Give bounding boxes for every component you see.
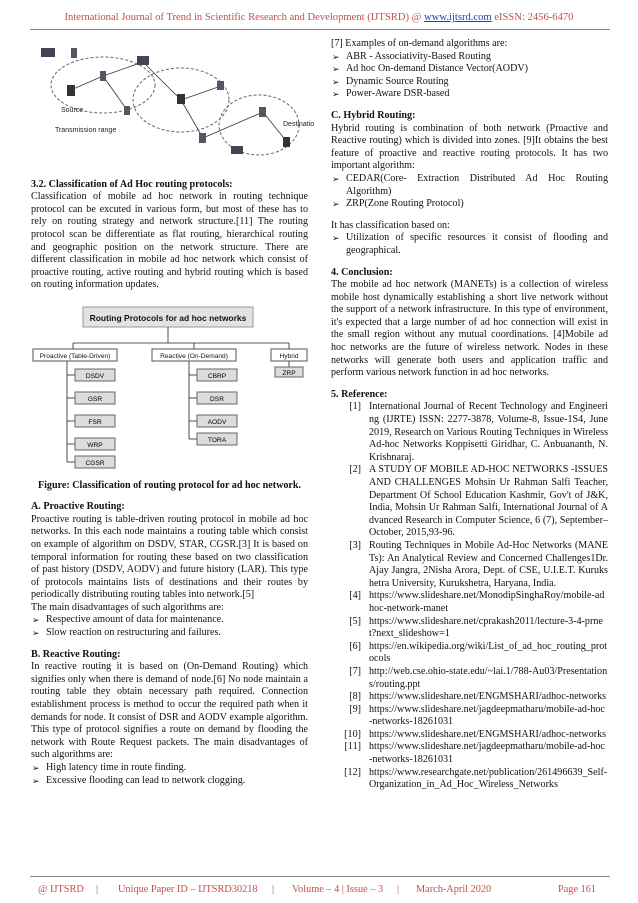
arrow-icon: ➢ [32, 775, 40, 786]
phone-node [199, 133, 206, 143]
right-column [331, 38, 608, 792]
journal-issn: eISSN: 2456-6470 [494, 12, 574, 23]
bullet-list [331, 232, 608, 257]
footer-separator: | [397, 884, 400, 895]
paragraph: Hybrid routing is combination of both network (Proactive and Reactive routing) which is divided into zones. [9]It obtains the best feature of proactive and reactive routing protocols. It has two important algorithm: [331, 122, 608, 172]
footer-page: Page 161 [558, 884, 597, 895]
list-item: ➢ High latency time in route finding. [32, 762, 187, 773]
section-heading: C. Hybrid Routing: [331, 109, 416, 121]
header-rule [30, 29, 610, 30]
list-item: ➢ ABR - Associativity-Based Routing [332, 50, 491, 62]
protocol-label: GSR [87, 395, 103, 403]
destination-label: Destinatio [283, 121, 315, 128]
proactive-group-label: Proactive (Table-Driven) [39, 352, 111, 360]
list-item: ➢ ZRP(Zone Routing Protocol) [332, 198, 464, 210]
arrow-icon: ➢ [332, 199, 340, 210]
list-item: ➢ Power-Aware DSR-based [332, 88, 450, 100]
reference-item[interactable]: [5] https://www.slideshare.net/cprakash2011/lecture-3-4-prnet?next_slideshow=1 [349, 615, 603, 640]
phone-node [217, 81, 224, 90]
routing-protocols-diagram [31, 305, 308, 473]
bullet-list [31, 762, 308, 787]
arrow-icon: ➢ [32, 628, 40, 639]
journal-title: International Journal of Trend in Scientific Research and Development (IJTSRD) @ [64, 12, 422, 23]
journal-link[interactable]: www.ijtsrd.com [424, 12, 492, 23]
section-heading: B. Reactive Routing: [31, 648, 121, 660]
footer-paper-id: Unique Paper ID – IJTSRD30218 [118, 884, 258, 895]
arrow-icon: ➢ [332, 173, 340, 184]
source-label: Source [61, 107, 84, 114]
footer-rule [30, 876, 610, 877]
device-nodes [41, 48, 290, 154]
left-column [31, 38, 315, 787]
arrow-icon: ➢ [32, 763, 40, 773]
footer-journal: @ IJTSRD [38, 884, 84, 895]
paragraph: It has classification based on: [331, 219, 450, 231]
protocol-label: WRP [87, 441, 103, 449]
list-item: ➢ Utilization of specific resources it consist of flooding and geographical. [332, 232, 608, 256]
list-item: ➢ Slow reaction on restructuring and failures. [32, 627, 221, 639]
list-item: ➢ Ad hoc On-demand Distance Vector(AODV) [332, 63, 529, 75]
protocol-label: ZRP [282, 369, 296, 377]
journal-header [0, 12, 638, 23]
laptop-node [41, 48, 55, 57]
phone-node [177, 94, 185, 104]
bullet-list [331, 173, 608, 211]
figure-caption: Figure: Classification of routing protocol for ad hoc network. [37, 479, 302, 491]
reference-item[interactable]: [10] https://www.slideshare.net/ENGMSHARI/adhoc-networks [344, 728, 607, 740]
arrow-icon: ➢ [32, 615, 40, 626]
bullet-list [31, 614, 308, 639]
phone-node [124, 106, 130, 115]
arrow-icon: ➢ [332, 51, 340, 62]
reference-list [331, 401, 608, 791]
list-item: ➢ Excessive flooding can lead to network clogging. [32, 774, 246, 786]
reference-item: [1] International Journal of Recent Technology and Engineering (IJRTE) ISSN: 2277-3878, Volume-8, Issue-1S4, June 2019, Research on Various Routing Techniques in Wireless Ad-hoc Networks Koppisetti Giridhar, C. Anbuananth, N. Krishnaraj. [349, 401, 608, 463]
laptop-node [137, 56, 149, 65]
diagram-title: Routing Protocols for ad hoc networks [89, 312, 247, 323]
list-item: ➢ Respective amount of data for maintenance. [32, 614, 224, 626]
footer-date: March-April 2020 [416, 884, 492, 895]
hybrid-group-label: Hybrid [279, 352, 299, 360]
reference-item[interactable]: [6] https://en.wikipedia.org/wiki/List_of_ad_hoc_routing_protocols [349, 640, 608, 665]
footer-volume: Volume – 4 | Issue – 3 [292, 884, 384, 895]
protocol-label: CBRP [207, 372, 227, 380]
section-heading: 3.2. Classification of Ad Hoc routing protocols: [31, 178, 233, 190]
arrow-icon: ➢ [332, 233, 340, 244]
arrow-icon: ➢ [332, 64, 340, 75]
section-heading: 4. Conclusion: [331, 266, 393, 278]
footer-separator: | [272, 884, 275, 895]
reference-item[interactable]: [8] https://www.slideshare.net/ENGMSHARI/adhoc-networks [349, 691, 607, 703]
paragraph: In reactive routing it is based on (On-Demand Routing) which signifies only when there is demand of node.[6] No node maintain a routing table they obtain necessary path required. Connection establishment process is method to occur the required path when it demands for node. It consist of DSR and AODV example algorithm. This type of protocol signifies a route on demand by flooding the network with Route Request packets. The main disadvantages of such algorithms are: [31, 661, 308, 761]
paragraph: Proactive routing is table-driven routing protocol in mobile ad hoc networks. In this each node maintains a routing table which consist on example of algorithm on DSDV, STAR, CGSR.[3] It is based on temporal information for routing these based on two classification of past history (DSDV, AODV) and future history (LAR). This type of protocols maintains lists of destinations and their routes by periodically distributing routing tables into network.[5] [31, 513, 308, 601]
section-heading: A. Proactive Routing: [31, 501, 125, 513]
bullet-list [331, 51, 608, 101]
paragraph: The mobile ad hoc network (MANETs) is a collection of wireless mobile host dynamically establishing a short live network without the support of a network infrastructure. In this type of environment, it's expected that a large number of ad hoc connection will exist in the small region without any mutual coordinations. [4]Mobile ad hoc networks are the future of wireless network. Nodes in these networks will generate both users and application traffic and perform various network function in ad hoc networks. [331, 279, 608, 379]
paragraph: [7] Examples of on-demand algorithms are: [331, 38, 508, 49]
protocol-label: TORA [207, 436, 227, 444]
laptop-node [231, 146, 243, 154]
arrow-icon: ➢ [332, 89, 340, 100]
reactive-group-label: Reactive (On-Demand) [160, 352, 228, 360]
reference-item[interactable]: [12] https://www.researchgate.net/publication/261496639_Self-Organization_in_Ad_Hoc_Wireless_Networks [344, 766, 608, 791]
paragraph: The main disadvantages of such algorithms are: [31, 601, 224, 613]
reference-item[interactable]: [7] http://web.cse.ohio-state.edu/~lai.1/788-Au03/Presentations/routing.ppt [349, 665, 608, 690]
phone-node [71, 48, 77, 58]
protocol-label: AODV [207, 418, 227, 426]
destination-node [283, 137, 290, 147]
range-label: Transmission range [55, 127, 117, 134]
protocol-label: FSR [88, 418, 102, 426]
arrow-icon: ➢ [332, 76, 340, 87]
phone-node [259, 107, 266, 117]
source-node [67, 85, 75, 96]
list-item: ➢ Dynamic Source Routing [332, 75, 449, 87]
list-item: ➢ CEDAR(Core- Extraction Distributed Ad Hoc Routing Algorithm) [332, 172, 608, 197]
range-circle-1 [51, 57, 155, 113]
reference-item[interactable]: [11] https://www.slideshare.net/jagdeepmatharu/mobile-ad-hoc-networks-18261031 [344, 741, 605, 766]
reference-item: [3] Routing Techniques in Mobile Ad-Hoc Networks (MANETs): An Analytical Review and Concerned Challenges1Dr. Ajay Jangra, 2Nisha Arora, Dept. of CSE, U.I.E.T. Kurukshetra University, Kurukshetra, Haryana, India. [349, 539, 608, 589]
protocol-label: DSDV [85, 372, 105, 380]
phone-node [100, 71, 106, 81]
section-heading: 5. Reference: [331, 388, 388, 400]
protocol-label: DSR [210, 395, 224, 403]
paragraph: Classification of mobile ad hoc network in routing technique protocol can be excuted in various form, but most of these has to rely on routing strategy and network structure.[11] The routing protocol scan be differentiate as flat routing, hierarchical routing and geographic position on the network structure. There are different classification in mobile ad hoc network which consist of proactive routing, active routing and hybrid routing which is based on routing information updates. [31, 191, 308, 291]
reference-item[interactable]: [4] https://www.slideshare.net/MonodipSinghaRoy/mobile-adhoc-network-manet [349, 590, 605, 614]
network-figure [31, 38, 315, 166]
reference-item[interactable]: [9] https://www.slideshare.net/jagdeepmatharu/mobile-ad-hoc-networks-18261031 [349, 703, 605, 728]
footer-separator: | [96, 884, 99, 895]
protocol-label: CGSR [85, 459, 105, 467]
reference-item: [2] A STUDY OF MOBILE AD-HOC NETWORKS -ISSUES AND CHALLENGES Mohsin Ur Rahman Salfi Teacher, Department Of School Education Kashmir, Gov't of J&K, India, Mohsin Ur Rahman Salfi, International Journal of Advanced Research in Computer Science, 6 (7), September–October, 2015,93-96. [349, 464, 608, 539]
